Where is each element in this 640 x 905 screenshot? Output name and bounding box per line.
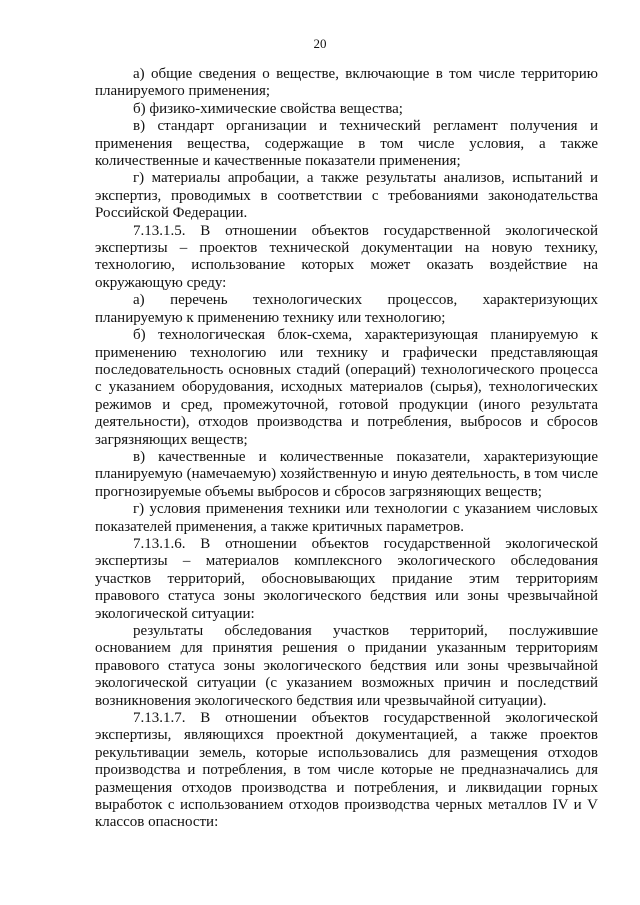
paragraph-item-a-processes: а) перечень технологических процессов, характеризующих планируемую к применению технику или технологию; xyxy=(95,292,598,326)
paragraph-clause-7-13-1-6: 7.13.1.6. В отношении объектов государственной экологической экспертизы – материалов комплексного экологического обследования участков территорий, обосновывающих придание этим территориям правового статуса зоны экологического бедствия или зоны чрезвычайной экологической ситуации: xyxy=(95,535,598,622)
paragraph-item-v-indicators: в) качественные и количественные показатели, характеризующие планируемую (намечаемую) хозяйственную и иную деятельность, в том числе прогнозируемые объемы выбросов и сбросов загрязняющих веществ; xyxy=(95,448,598,500)
paragraph-item-g-approbation: г) материалы апробации, а также результаты анализов, испытаний и экспертиз, проводимых в соответствии с требованиями законодательства Российской Федерации. xyxy=(95,170,598,222)
paragraph-clause-7-13-1-7: 7.13.1.7. В отношении объектов государственной экологической экспертизы, являющихся проектной документацией, а также проектов рекультивации земель, которые использовались для размещения отходов производства и потребления, в том числе которые не предназначались для размещения отходов производства и потребления, и ликвидации горных выработок с использованием отходов производства черных металлов IV и V классов опасности: xyxy=(95,710,598,831)
paragraph-item-b-properties: б) физико-химические свойства вещества; xyxy=(133,100,403,117)
page-number: 20 xyxy=(313,36,327,51)
paragraph-item-b-block-diagram: б) технологическая блок-схема, характеризующая планируемую к применению технологию или технику и графически представляющая последовательность основных стадий (операций) технологического процесса с указанием оборудования, исходных материалов (сырья), технологических режимов и сред, промежуточной, готовой продукции (иного результата деятельности), отходов производства и потребления, выбросов и сбросов загрязняющих веществ; xyxy=(95,327,598,448)
paragraph-item-v-standard: в) стандарт организации и технический регламент получения и применения вещества, содержащие в том числе условия, а также количественные и качественные показатели применения; xyxy=(95,118,598,170)
paragraph-survey-results: результаты обследования участков территорий, послужившие основанием для принятия решения о придании указанным территориям правового статуса зоны экологического бедствия или зоны чрезвычайной экологической ситуации (с указанием возможных причин и последствий возникновения экологического бедствия или чрезвычайной ситуации). xyxy=(95,623,598,709)
document-body xyxy=(95,66,598,832)
paragraph-item-a-general-info: а) общие сведения о веществе, включающие в том числе территорию планируемого применения; xyxy=(95,66,598,100)
paragraph-item-g-conditions: г) условия применения техники или технологии с указанием числовых показателей применения, а также критичных параметров. xyxy=(95,501,598,535)
paragraph-clause-7-13-1-5: 7.13.1.5. В отношении объектов государственной экологической экспертизы – проектов технической документации на новую технику, технологию, использование которых может оказать воздействие на окружающую среду: xyxy=(95,222,598,291)
